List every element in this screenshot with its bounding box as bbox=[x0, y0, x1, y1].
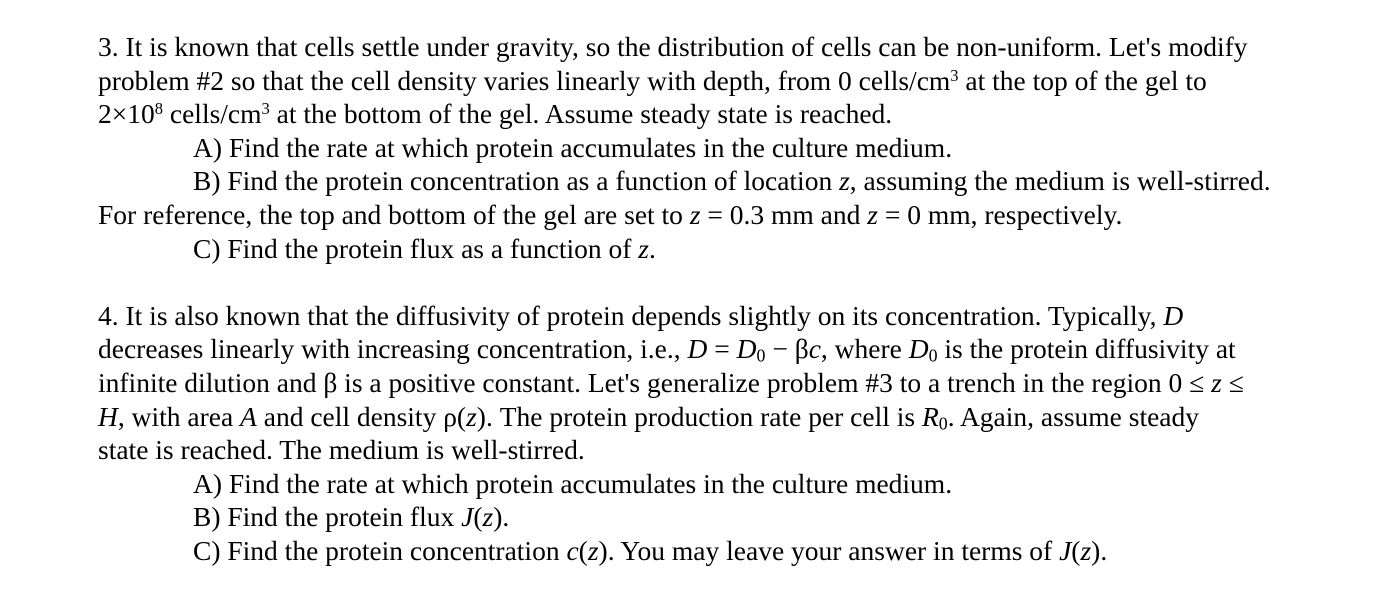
problem-4-text: ). The protein production rate per cell is bbox=[476, 400, 922, 432]
problem-3-text: cells/cm bbox=[163, 98, 262, 130]
part-b-text: ). bbox=[493, 501, 510, 533]
part-b-text: ( bbox=[473, 501, 483, 533]
subscript: 0 bbox=[938, 413, 948, 434]
variable-j: J bbox=[461, 501, 474, 533]
part-a-text: A) Find the rate at which protein accumulates in the culture medium. bbox=[193, 467, 953, 499]
subscript: 0 bbox=[928, 345, 938, 366]
problem-4-text: ≤ bbox=[1221, 366, 1244, 398]
variable-z: z bbox=[482, 501, 494, 533]
problem-3-text: 2×10 bbox=[98, 98, 155, 130]
problem-4-line-5 bbox=[98, 433, 1368, 467]
variable-a: A bbox=[240, 400, 257, 432]
subscript: 0 bbox=[756, 345, 766, 366]
problem-3-text: 3. It is known that cells settle under gravity, so the distribution of cells can be non-uniform. Let's modify bbox=[98, 31, 1248, 62]
part-a-text: A) Find the rate at which protein accumulates in the culture medium. bbox=[193, 131, 953, 163]
problem-4-part-c bbox=[98, 534, 1368, 568]
reference-text: = 0.3 mm and bbox=[700, 198, 868, 230]
paragraph-gap bbox=[98, 265, 1368, 299]
variable-z: z bbox=[638, 232, 649, 264]
part-b-text: , assuming the medium is well-stirred. bbox=[849, 165, 1271, 197]
part-b-text: B) Find the protein concentration as a function of location bbox=[193, 165, 840, 197]
variable-z: z bbox=[689, 198, 701, 230]
problem-4-line-1 bbox=[98, 299, 1368, 333]
problem-3-text: problem #2 so that the cell density varies linearly with depth, from 0 cells/cm bbox=[98, 64, 951, 96]
problem-4-text: , where bbox=[820, 333, 909, 365]
variable-d0: D bbox=[736, 333, 757, 365]
problem-4-part-a bbox=[98, 467, 1368, 501]
variable-c: c bbox=[566, 534, 579, 566]
problem-4-text: is the protein diffusivity at bbox=[937, 333, 1236, 365]
problem-3-part-c bbox=[98, 232, 1368, 266]
problem-3-text: at the bottom of the gel. Assume steady state is reached. bbox=[269, 98, 893, 130]
part-c-text: ( bbox=[578, 534, 588, 566]
problem-3-text: at the top of the gel to bbox=[958, 64, 1207, 96]
variable-z: z bbox=[1211, 366, 1222, 398]
problem-3-part-b bbox=[98, 164, 1368, 198]
problem-4-text: . Again, assume steady bbox=[947, 400, 1199, 432]
variable-z: z bbox=[867, 198, 878, 230]
problem-4-text: 4. It is also known that the diffusivity of protein depends slightly on its concentration. Typically, bbox=[98, 299, 1164, 331]
reference-text: For reference, the top and bottom of the gel are set to bbox=[98, 198, 690, 230]
part-c-text: ). You may leave your answer in terms of bbox=[598, 534, 1060, 566]
superscript: 3 bbox=[950, 65, 959, 85]
part-c-text: C) Find the protein concentration bbox=[193, 534, 567, 566]
variable-d: D bbox=[1163, 299, 1184, 331]
part-c-text: ). bbox=[1091, 534, 1108, 566]
problem-3-part-a bbox=[98, 131, 1368, 165]
problem-3-reference bbox=[98, 198, 1368, 232]
problem-3-line-3 bbox=[98, 97, 1368, 131]
problem-sheet bbox=[98, 30, 1368, 568]
part-b-text: B) Find the protein flux bbox=[193, 501, 462, 533]
variable-z: z bbox=[1080, 534, 1092, 566]
superscript: 8 bbox=[154, 99, 164, 119]
equals-sign: = bbox=[707, 333, 737, 365]
minus-beta: − β bbox=[765, 333, 809, 365]
problem-4-text: decreases linearly with increasing concentration, i.e., bbox=[98, 333, 688, 365]
problem-4-line-2 bbox=[98, 332, 1368, 366]
problem-4-part-b bbox=[98, 500, 1368, 534]
problem-4-line-3 bbox=[98, 366, 1368, 400]
variable-z: z bbox=[839, 165, 850, 197]
problem-3-line-1 bbox=[98, 30, 1368, 64]
variable-d: D bbox=[687, 333, 708, 365]
variable-z: z bbox=[587, 534, 599, 566]
variable-h: H bbox=[98, 400, 118, 432]
variable-z: z bbox=[466, 400, 477, 432]
variable-d0: D bbox=[908, 333, 929, 365]
problem-4-text: infinite dilution and β is a positive constant. Let's generalize problem #3 to a trench in the region 0 ≤ bbox=[98, 366, 1212, 398]
reference-text: = 0 mm, respectively. bbox=[877, 198, 1123, 230]
problem-4-text: state is reached. The medium is well-stirred. bbox=[98, 434, 585, 466]
problem-4-text: , with area bbox=[117, 400, 241, 432]
problem-4-line-4 bbox=[98, 400, 1368, 434]
problem-4-text: and cell density ρ( bbox=[256, 400, 467, 432]
problem-3-line-2 bbox=[98, 64, 1368, 98]
superscript: 3 bbox=[261, 99, 270, 119]
part-c-text: C) Find the protein flux as a function of bbox=[193, 232, 639, 264]
variable-c: c bbox=[808, 333, 821, 365]
part-c-text: ( bbox=[1071, 534, 1081, 566]
part-c-text: . bbox=[648, 232, 656, 264]
variable-r0: R bbox=[921, 400, 939, 432]
variable-j: J bbox=[1059, 534, 1072, 566]
